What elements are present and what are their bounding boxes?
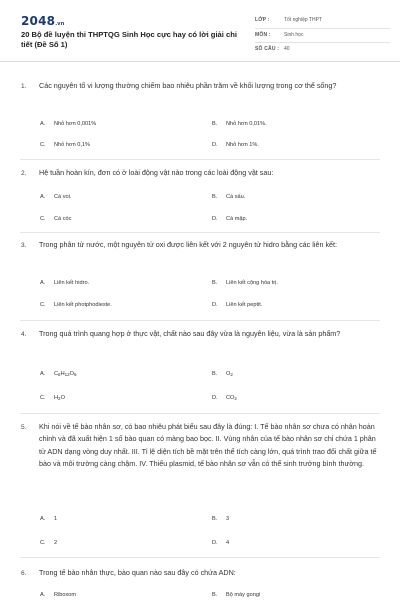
meta-value: Sinh học	[284, 31, 304, 38]
option-a[interactable]: A. Liên kết hidro.	[40, 280, 90, 286]
question-divider	[20, 557, 380, 558]
question-number: 3.	[21, 242, 27, 249]
question-divider	[20, 413, 380, 414]
question-number: 4.	[21, 331, 27, 338]
question-number: 6.	[21, 570, 27, 577]
option-c[interactable]: C. Nhỏ hơn 0,1%	[40, 142, 91, 148]
question-number: 1.	[21, 83, 27, 90]
question-text: Hệ tuần hoàn kín, đơn có ở loài động vật nào trong các loài động vật sau:	[39, 168, 274, 177]
option-a[interactable]: A. Cá voi.	[40, 194, 72, 200]
option-d[interactable]: D. 4	[212, 540, 230, 546]
option-b[interactable]: B. $O_2$	[212, 371, 233, 377]
site-logo[interactable]: 2048.vn	[21, 14, 65, 28]
option-d[interactable]: D. $CO_2$	[212, 395, 237, 401]
document-header	[0, 0, 400, 62]
question-divider	[20, 232, 380, 233]
option-d[interactable]: D. Cá mập.	[212, 216, 248, 222]
question-divider	[20, 320, 380, 321]
option-b[interactable]: B. Bộ máy gongi	[212, 592, 261, 598]
question-text: Khi nói về tế bào nhân sơ, có bao nhiêu phát biểu sau đây là đúng: I. Tế bào nhân sơ chưa có nhân hoàn chỉnh và đã xuất hiện 1 số bào quan có màng bao bọc. II. Vùng nhân của tế bào nhân sơ chỉ chứa 1 phân tử ADN dạng vòng duy nhất. III. Tỉ lệ diện tích bề mặt trên thể tích càng lớn, quá trình trao đổi chất giữa tế bào và môi trường càng chậm. IV. Thiếu plasmid, tế bào nhân sơ vẫn có thể sinh trưởng bình thường.	[39, 422, 377, 468]
question-text: Trong tế bào nhân thực, bào quan nào sau đây có chứa ADN:	[39, 568, 236, 577]
option-b[interactable]: B. 3	[212, 516, 230, 522]
meta-row-count	[255, 43, 390, 58]
meta-row-class	[255, 14, 390, 29]
option-c[interactable]: C. Cá cóc	[40, 216, 72, 222]
question-text: Các nguyên tố vi lượng thường chiếm bao nhiêu phần trăm về khối lượng trong cơ thể sống?	[39, 81, 337, 90]
meta-label: LỚP :	[255, 17, 270, 23]
question-number: 5.	[21, 424, 27, 431]
meta-label: MÔN :	[255, 31, 271, 38]
option-c[interactable]: C. 2	[40, 540, 58, 546]
question-number: 2.	[21, 170, 27, 177]
question-text: Trong phân tử nước, một nguyên tử oxi được liên kết với 2 nguyên tử hidro bằng các liên kết:	[39, 240, 338, 249]
document-title: 20 Bộ đề luyện thi THPTQG Sinh Học cực hay có lời giải chi tiết (Đề Số 1)	[21, 30, 237, 49]
document-meta	[255, 14, 390, 58]
option-c[interactable]: C. $H_2O$	[40, 395, 65, 401]
option-a[interactable]: A. $C_6H_{12}O_6$	[40, 371, 77, 377]
meta-row-subject	[255, 29, 390, 44]
option-c[interactable]: C. Liên kết photphodieste.	[40, 302, 112, 308]
meta-value: 40	[284, 46, 290, 52]
meta-label: SỐ CÂU :	[255, 46, 280, 52]
option-d[interactable]: D. Nhỏ hơn 1%.	[212, 142, 259, 148]
option-b[interactable]: B. Nhỏ hơn 0,01%.	[212, 121, 267, 127]
question-text: Trong quá trình quang hợp ở thực vật, chất nào sau đây vừa là nguyên liệu, vừa là sản phẩm?	[39, 329, 341, 338]
option-a[interactable]: A. Riboxom	[40, 592, 77, 598]
option-a[interactable]: A. Nhỏ hơn 0,001%	[40, 121, 97, 127]
option-a[interactable]: A. 1	[40, 516, 58, 522]
question-divider	[20, 159, 380, 160]
option-b[interactable]: B. Cá sấu.	[212, 194, 246, 200]
meta-value: Tốt nghiệp THPT	[284, 17, 322, 23]
option-d[interactable]: D. Liên kết peptit.	[212, 302, 263, 308]
option-b[interactable]: B. Liên kết cộng hóa trị.	[212, 280, 278, 286]
